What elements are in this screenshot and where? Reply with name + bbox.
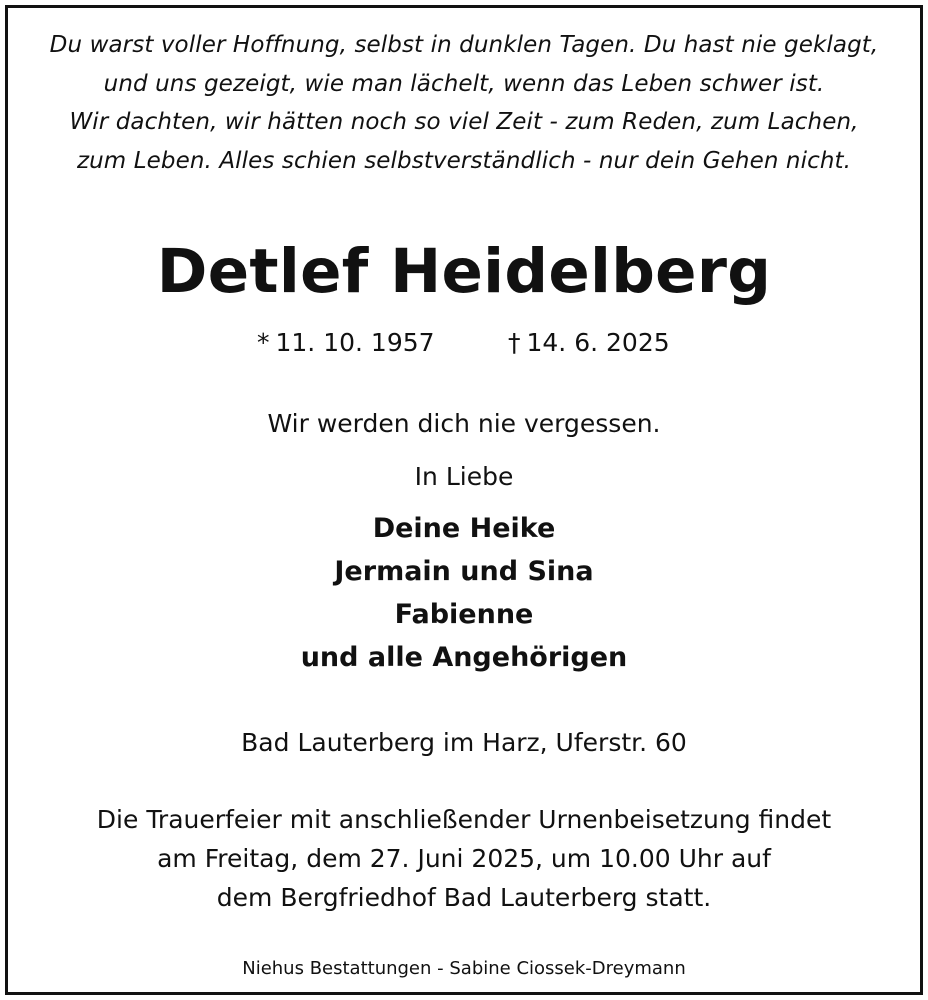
poem-line: und uns gezeigt, wie man lächelt, wenn das Leben schwer ist. [103, 70, 825, 97]
poem-line: Du warst voller Hoffnung, selbst in dunklen Tagen. Du hast nie geklagt, [49, 32, 879, 58]
poem-line: Wir dachten, wir hätten noch so viel Zeit - zum Reden, zum Lachen, [69, 109, 859, 135]
ceremony-line: Die Trauerfeier mit anschließender Urnenbeisetzung findet [96, 805, 832, 834]
poem-line: zum Leben. Alles schien selbstverständlich - nur dein Gehen nicht. [76, 147, 852, 174]
undertaker-credit: Niehus Bestattungen - Sabine Ciossek-Dreymann [242, 958, 686, 979]
mourner-name: und alle Angehörigen [300, 642, 628, 673]
birth-star-icon: * [257, 328, 270, 357]
death-cross-icon: † [508, 328, 521, 357]
in-love-text: In Liebe [414, 462, 514, 491]
ceremony-line: dem Bergfriedhof Bad Lauterberg statt. [216, 883, 712, 912]
family-address: Bad Lauterberg im Harz, Uferstr. 60 [241, 728, 687, 757]
birth-date-group [257, 325, 435, 361]
death-date: 14. 6. 2025 [526, 328, 670, 357]
ceremony-info [0, 800, 928, 917]
mourner-name: Deine Heike [372, 513, 556, 544]
mourners-list [0, 507, 928, 679]
mourner-name: Fabienne [394, 599, 534, 630]
farewell-text: Wir werden dich nie vergessen. [267, 409, 661, 438]
memorial-poem [0, 26, 928, 180]
death-date-group [508, 325, 670, 361]
ceremony-line: am Freitag, dem 27. Juni 2025, um 10.00 Uhr auf [157, 844, 771, 873]
mourner-name: Jermain und Sina [334, 556, 594, 587]
birth-date: 11. 10. 1957 [275, 328, 435, 357]
deceased-name: Detlef Heidelberg [156, 236, 772, 307]
